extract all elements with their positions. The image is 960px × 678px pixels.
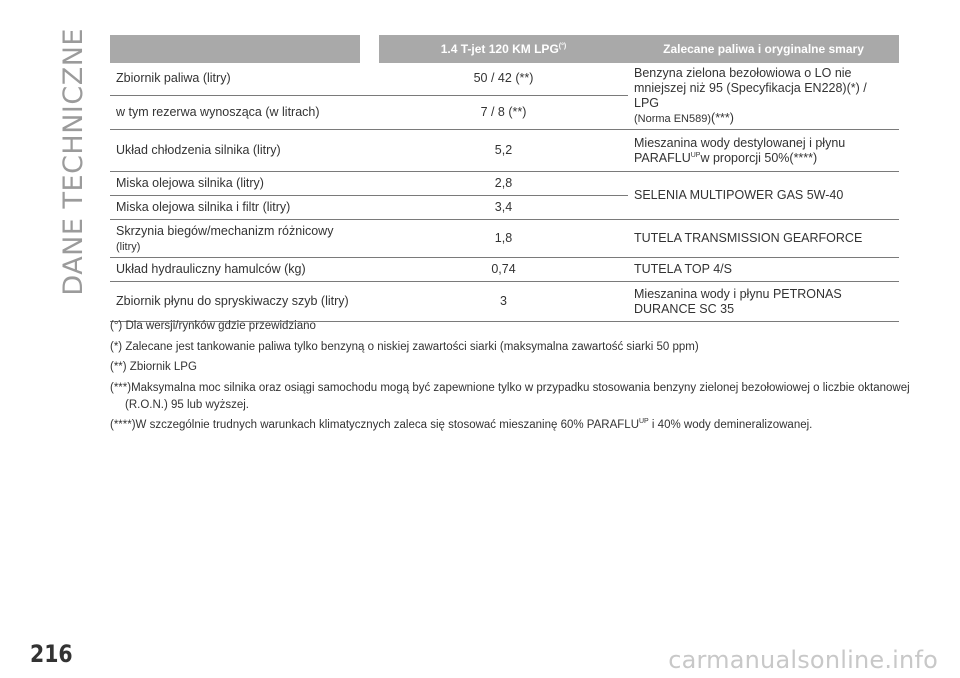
- fuel-fluid-cell: Benzyna zielona bezołowiowa o LO nie mniejszej niż 95 (Specyfikacja EN228)(*) / LPG (Norma EN589)(***): [628, 63, 899, 130]
- coolant-fluid-cell: Mieszanina wody destylowanej i płynu $PARAFLU^{UP}w$ proporcji 50%(****): [628, 130, 899, 172]
- row-value: 7 / 8 (**): [379, 95, 628, 130]
- footnote-continuation: (R.O.N.) 95 lub wyższej.: [125, 398, 249, 411]
- table-header-row: [110, 35, 899, 63]
- row-value: 1,8: [379, 220, 628, 258]
- row-value: 5,2: [379, 130, 628, 172]
- table-row: [110, 172, 899, 196]
- row-label: Miska olejowa silnika (litry): [110, 172, 360, 196]
- row-fluid: Mieszanina wody i płynu PETRONAS DURANCE SC 35: [628, 282, 899, 322]
- footnotes: [110, 318, 910, 438]
- row-label: Skrzynia biegów/mechanizm różnicowy (litry): [110, 220, 360, 258]
- row-label: Układ chłodzenia silnika (litry): [110, 130, 360, 172]
- row-label: w tym rezerwa wynosząca (w litrach): [110, 95, 360, 130]
- footnote: (****)W szczególnie trudnych warunkach klimatycznych zaleca się stosować mieszaninę 60% $PARAFLU^{UP}$ i 40% wody demineralizowanej.: [110, 418, 813, 432]
- header-engine: 1.4 T-jet 120 KM LPG(°): [379, 35, 628, 63]
- row-fluid: TUTELA TRANSMISSION GEARFORCE: [628, 220, 899, 258]
- header-fluids: Zalecane paliwa i oryginalne smary: [628, 35, 899, 63]
- header-blank: [110, 35, 360, 63]
- footnote: (**) Zbiornik LPG: [110, 361, 197, 374]
- table-row: [110, 63, 899, 95]
- footnote: (***)Maksymalna moc silnika oraz osiągi samochodu mogą być zapewnione tylko w przypadku stosowania benzyny zielonej bezołowiowej o liczbie oktanowej: [110, 382, 910, 395]
- section-title: DANE TECHNICZNE: [57, 28, 89, 296]
- table-row: [110, 258, 899, 282]
- row-label: Układ hydrauliczny hamulców (kg): [110, 258, 360, 282]
- row-value: 3,4: [379, 196, 628, 220]
- row-value: 50 / 42 (**): [379, 63, 628, 95]
- row-label: Zbiornik płynu do spryskiwaczy szyb (litry): [110, 282, 360, 322]
- page-number: 216: [30, 640, 73, 668]
- table-row: [110, 282, 899, 322]
- oil-fluid-cell: SELENIA MULTIPOWER GAS 5W-40: [628, 172, 899, 220]
- table-row: [110, 220, 899, 258]
- row-value: 0,74: [379, 258, 628, 282]
- row-value: 2,8: [379, 172, 628, 196]
- footnote: (°) Dla wersji/rynków gdzie przewidziano: [110, 320, 316, 332]
- watermark: carmanualsonline.info: [668, 646, 938, 674]
- row-value: 3: [379, 282, 628, 322]
- header-gap: [360, 35, 379, 63]
- footnote: (*) Zalecane jest tankowanie paliwa tylko benzyną o niskiej zawartości siarki (maksymalna zawartość siarki 50 ppm): [110, 340, 699, 353]
- table-row: [110, 130, 899, 172]
- row-fluid: TUTELA TOP 4/S: [628, 258, 899, 282]
- row-label: Miska olejowa silnika i filtr (litry): [110, 196, 360, 220]
- row-label: Zbiornik paliwa (litry): [110, 63, 360, 95]
- fluids-capacity-table: [110, 35, 899, 322]
